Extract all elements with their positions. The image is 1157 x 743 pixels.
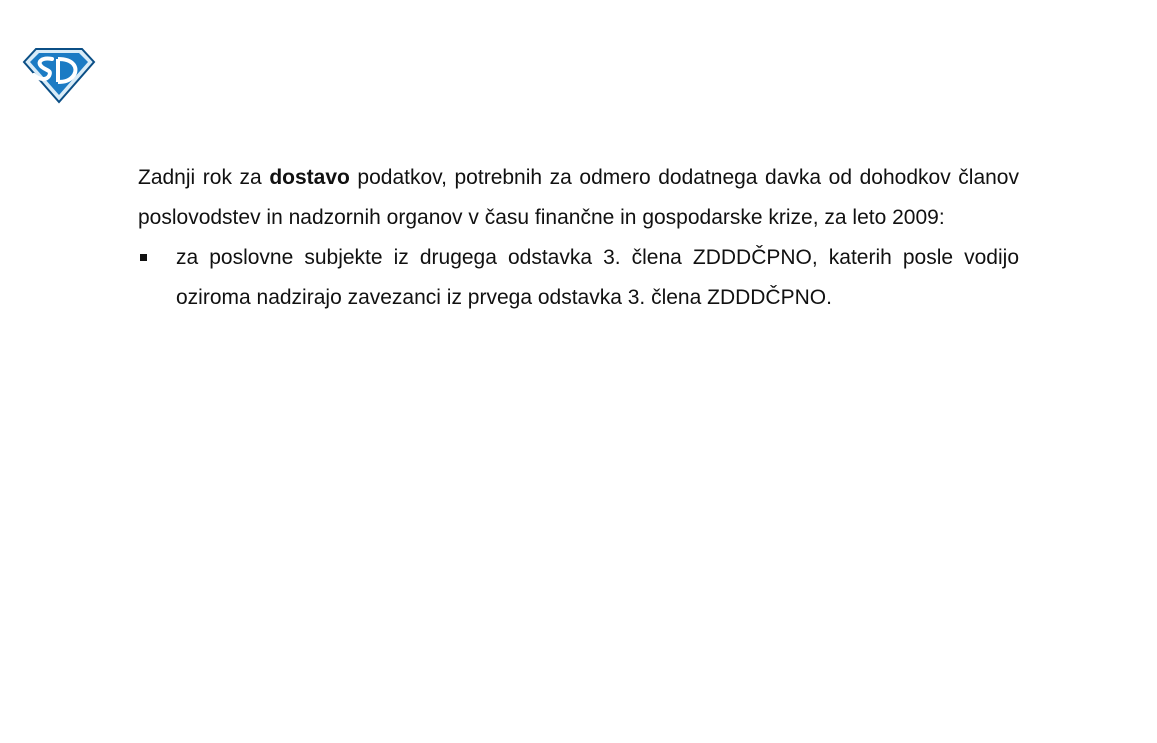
paragraph-text-start: Zadnji rok za xyxy=(138,166,270,189)
paragraph-text-end: podatkov, potrebnih za odmero dodatnega davka od dohodkov članov poslovodstev in nadzornih organov v času finančne in gospodarske krize, za leto 2009: xyxy=(138,166,1019,229)
superman-shield-logo-icon xyxy=(22,46,96,104)
square-bullet-icon xyxy=(140,254,147,261)
deadline-paragraph xyxy=(138,158,1019,238)
document-body xyxy=(138,158,1019,318)
paragraph-bold-word: dostavo xyxy=(269,166,350,189)
bullet-list xyxy=(138,238,1019,318)
company-logo xyxy=(22,46,96,104)
list-item xyxy=(138,238,1019,318)
list-item-text: za poslovne subjekte iz drugega odstavka 3. člena ZDDDČPNO, katerih posle vodijo oziroma nadzirajo zavezanci iz prvega odstavka 3. člena ZDDDČPNO. xyxy=(176,246,1019,309)
